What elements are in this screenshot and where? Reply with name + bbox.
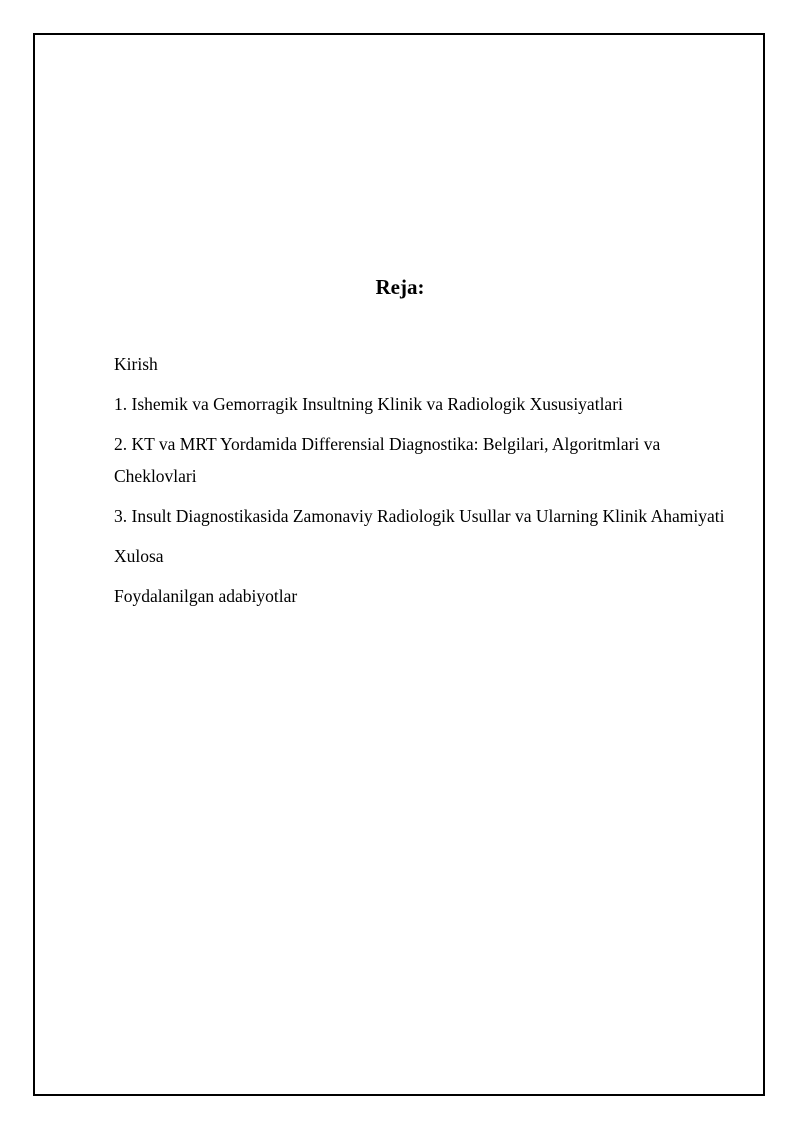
plan-item-chapter-1: 1. Ishemik va Gemorragik Insultning Klinik va Radiologik Xususiyatlari (114, 394, 623, 414)
plan-item-references: Foydalanilgan adabiyotlar (114, 586, 298, 606)
plan-item-chapter-2: 2. KT va MRT Yordamida Differensial Diagnostika: Belgilari, Algoritmlari va Cheklovlari (114, 434, 661, 486)
page-title: Reja: (375, 275, 425, 299)
plan-item-conclusion: Xulosa (114, 546, 164, 566)
plan-item-introduction: Kirish (114, 354, 158, 374)
plan-list (114, 348, 734, 620)
plan-item-chapter-3: 3. Insult Diagnostikasida Zamonaviy Radiologik Usullar va Ularning Klinik Ahamiyati (114, 506, 725, 526)
